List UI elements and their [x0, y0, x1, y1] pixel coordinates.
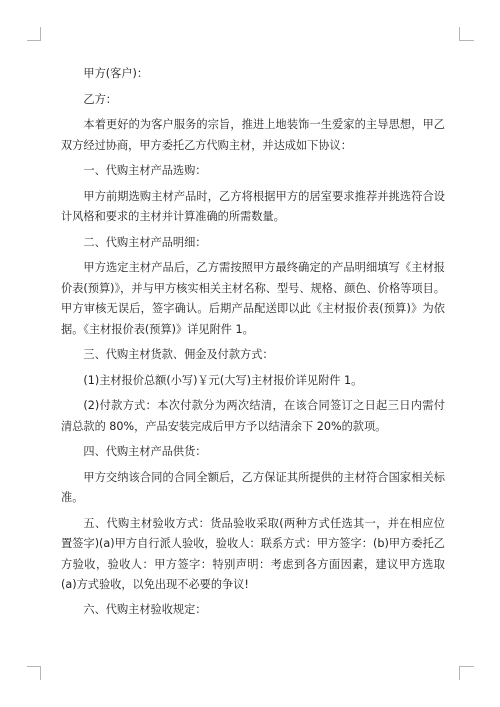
crop-mark-top-left-vertical	[40, 27, 41, 41]
preamble: 本着更好的为客户服务的宗旨，推进上地装饰一生爱家的主导思想，甲乙双方经过协商，甲方委托乙方代购主材，并达成如下协议：	[61, 118, 445, 152]
document-body	[61, 64, 445, 625]
party-a-line: 甲方(客户)：	[83, 67, 149, 80]
section-3-heading: 三、代购主材货款、佣金及付款方式：	[83, 348, 274, 361]
section-4-body: 甲方交纳该合同的合同全额后，乙方保证其所提供的主材符合国家相关标准。	[61, 470, 445, 504]
crop-mark-top-left-horizontal	[27, 40, 41, 41]
section-1-body: 甲方前期选购主材产品时，乙方将根据甲方的居室要求推荐并挑选符合设计风格和要求的主材并计算准确的所需数量。	[61, 189, 445, 223]
crop-mark-top-right-horizontal	[460, 40, 474, 41]
crop-mark-bottom-left-vertical	[40, 666, 41, 680]
section-1-heading: 一、代购主材产品选购：	[83, 164, 207, 177]
crop-mark-top-right-vertical	[459, 27, 460, 41]
section-6-heading: 六、代购主材验收规定：	[83, 602, 207, 616]
crop-mark-bottom-right-vertical	[459, 666, 460, 680]
party-b-line: 乙方：	[83, 92, 117, 106]
section-4-heading: 四、代购主材产品供货：	[83, 445, 207, 458]
section-3-item-1: (1)主材报价总额(小写)￥元(大写)主材报价详见附件 1。	[83, 373, 363, 387]
section-5-body: 五、代购主材验收方式：货品验收采取(两种方式任选其一，并在相应位置签字)(a)甲方自行派人验收，验收人：联系方式：甲方签字：(b)甲方委托乙方验收，验收人：甲方签字：特别声明：考虑到各方面因素，建议甲方选取(a)方式验收，以免出现不必要的争议!	[61, 516, 445, 591]
section-2-heading: 二、代购主材产品明细：	[83, 235, 207, 249]
section-2-body: 甲方选定主材产品后，乙方需按照甲方最终确定的产品明细填写《主材报价表(预算)》，并与甲方核实相关主材名称、型号、规格、颜色、价格等项目。甲方审核无误后，签字确认。后期产品配送即以此《主材报价表(预算)》为依据。《主材报价表(预算)》详见附件 1。	[61, 261, 445, 336]
crop-mark-bottom-left-horizontal	[27, 666, 41, 667]
crop-mark-bottom-right-horizontal	[460, 666, 474, 667]
section-3-item-2: (2)付款方式：本次付款分为两次结清，在该合同签订之日起三日内需付清总款的 80%，产品安装完成后甲方予以结清余下 20%的款项。	[61, 399, 445, 433]
